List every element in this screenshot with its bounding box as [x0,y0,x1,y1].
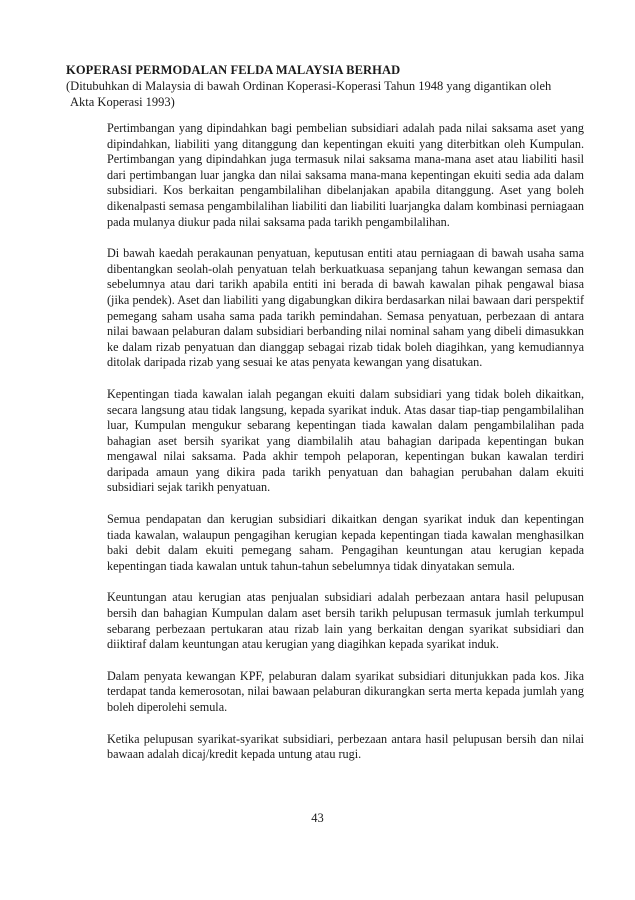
paragraph-disposal-difference: Ketika pelupusan syarikat-syarikat subsidiari, perbezaan antara hasil pelupusan bersih dan nilai bawaan adalah dicaj/kredit kepada untung atau rugi. [107,731,584,762]
paragraph-disposal-gain-loss: Keuntungan atau kerugian atas penjualan subsidiari adalah perbezaan antara hasil pelupusan bersih dan bahagian Kumpulan dalam aset bersih tarikh pelupusan termasuk jumlah terkumpul sebarang perbezaan pertukaran atau rizab lain yang berkaitan dengan syarikat subsidiari dan diiktiraf dalam keuntungan atau kerugian yang diagihkan kepada syarikat induk. [107,590,584,652]
organization-subtitle-line-2: Akta Koperasi 1993) [70,95,175,109]
paragraph-consideration-transferred: Pertimbangan yang dipindahkan bagi pembelian subsidiari adalah pada nilai saksama aset yang dipindahkan, liabiliti yang ditanggung dan kepentingan ekuiti yang diterbitkan oleh Kumpulan. Pertimbangan yang dipindahkan juga termasuk nilai saksama mana-mana aset atau liabiliti hasil dari pertimbangan luar jangka dan nilai saksama mana-mana kepentingan ekuiti sedia ada dalam subsidiari. Kos berkaitan pengambilalihan dibelanjakan apabila ditanggung. Aset yang boleh dikenalpasti semasa pengambilalihan liabiliti dan liabiliti luarjangka dalam kombinasi perniagaan pada mulanya diukur pada nilai saksama pada tarikh pengambilalihan. [107,121,584,229]
paragraph-non-controlling-interest: Kepentingan tiada kawalan ialah pegangan ekuiti dalam subsidiari yang tidak boleh dikaitkan, secara langsung atau tidak langsung, kepada syarikat induk. Atas dasar tiap-tiap pengambilalihan luar, Kumpulan mengukur sebarang kepentingan tiada kawalan dalam pengambilalihan pada bahagian aset bersih syarikat yang diambilalih atau bahagian daripada kepentingan bukan mengawal nilai saksama. Pada akhir tempoh pelaporan, kepentingan bukan kawalan terdiri daripada amaun yang dikira pada tarikh penyatuan dan bahagian perubahan dalam ekuiti subsidiari sejak tarikh penyatuan. [107,386,584,495]
document-header [66,62,586,110]
paragraph-income-loss-attribution: Semua pendapatan dan kerugian subsidiari dikaitkan dengan syarikat induk dan kepentingan tiada kawalan, walaupun pengagihan kerugian kepada kepentingan tiada kawalan menghasilkan baki debit dalam ekuiti pemegang saham. Pengagihan keuntungan atau kerugian kepada kepentingan tiada kawalan untuk tahun-tahun sebelumnya tidak dinyatakan semula. [107,512,584,573]
organization-subtitle-line-1: (Ditubuhkan di Malaysia di bawah Ordinan Koperasi-Koperasi Tahun 1948 yang digantikan oleh [66,79,552,93]
page-number: 43 [311,811,324,825]
paragraph-merger-accounting: Di bawah kaedah perakaunan penyatuan, keputusan entiti atau perniagaan di bawah usaha sama dibentangkan seolah-olah penyatuan telah berkuatkuasa sepanjang tahun kewangan semasa dan sebelumnya atau dari tarikh apabila entiti ini berada di bawah kawalan pihak pengawal biasa (jika pendek). Aset dan liabiliti yang digabungkan dikira berdasarkan nilai bawaan dari perspektif pemegang saham usaha sama pada tarikh pemindahan. Semasa penyatuan, perbezaan di antara nilai bawaan pelaburan dalam subsidiari berbanding nilai nominal saham yang dibeli dimasukkan ke dalam rizab penyatuan dan dianggap sebagai rizab tidak boleh diagihkan, yang kemudiannya ditolak daripada rizab yang sesuai ke atas penyata kewangan yang disatukan. [107,246,584,370]
organization-title: KOPERASI PERMODALAN FELDA MALAYSIA BERHAD [66,63,401,77]
paragraph-investment-at-cost: Dalam penyata kewangan KPF, pelaburan dalam syarikat subsidiari ditunjukkan pada kos. Jika terdapat tanda kemerosotan, nilai bawaan pelaburan dikurangkan serta merta kepada jumlah yang boleh diperolehi semula. [107,668,584,714]
document-body [107,121,584,779]
